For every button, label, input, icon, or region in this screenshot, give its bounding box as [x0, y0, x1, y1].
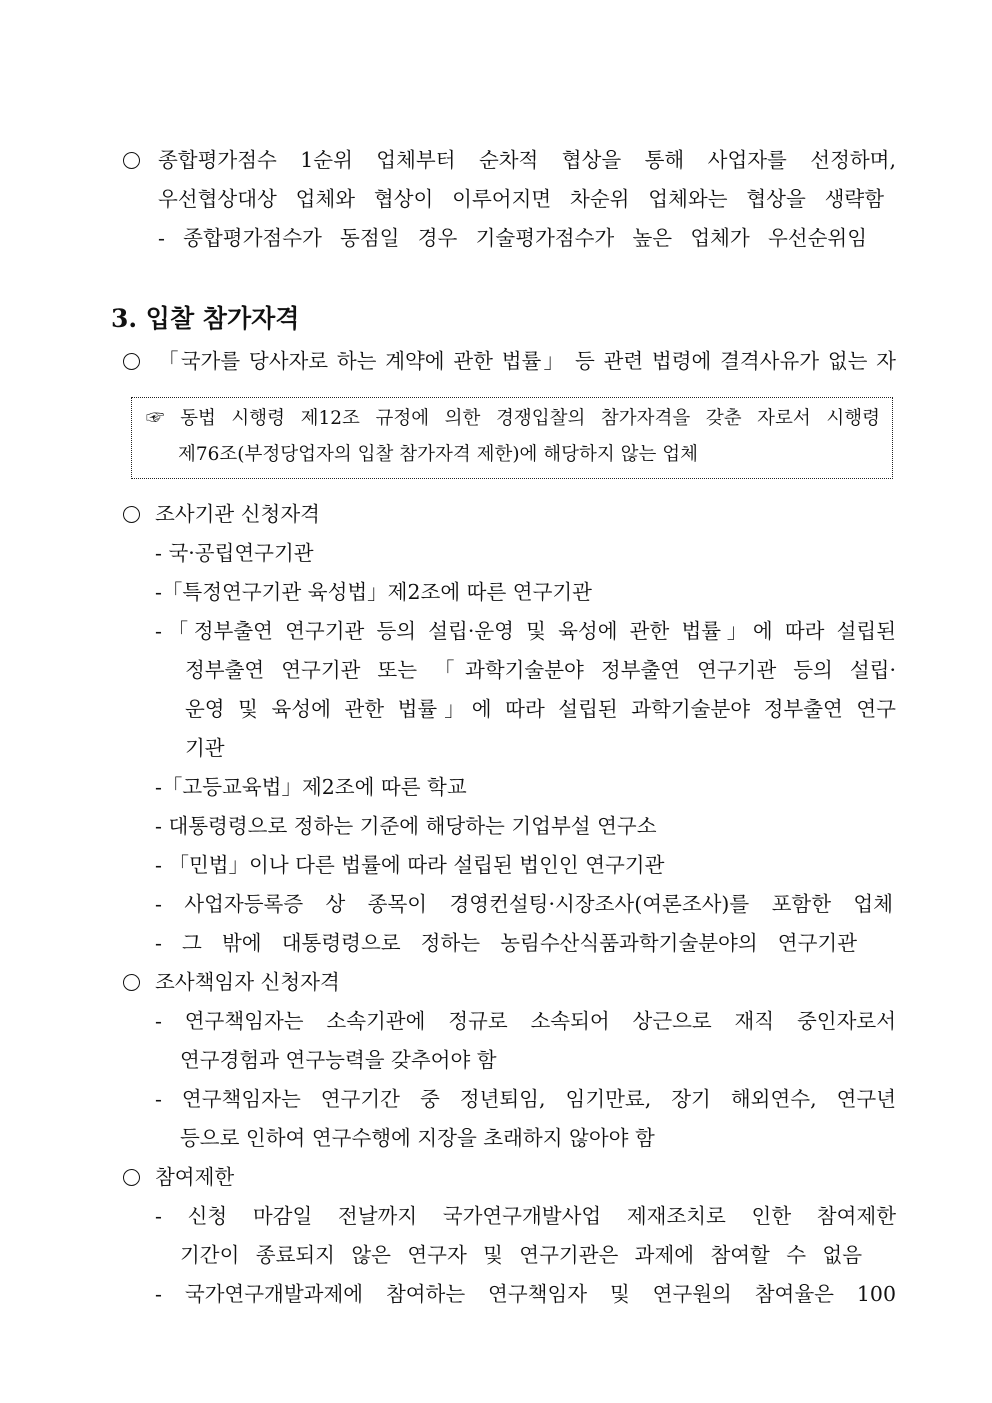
- org-item-3: -「정부출연 연구기관 등의 설립·운영 및 육성에 관한 법률」에 따라 설립된: [155, 619, 896, 643]
- evaluation-sub: - 종합평가점수가 동점일 경우 기술평가점수가 높은 업체가 우선순위임: [158, 226, 867, 250]
- org-item-3-cont-3: 기관: [185, 736, 225, 760]
- org-item-7: - 사업자등록증 상 종목이 경영컨설팅·시장조사(여론조사)를 포함한 업체: [155, 892, 893, 916]
- circle-bullet-icon: [123, 1169, 140, 1186]
- restriction-item-1: - 신청 마감일 전날까지 국가연구개발사업 제재조치로 인한 참여제한: [155, 1204, 896, 1228]
- note-box: [131, 397, 893, 479]
- org-item-6: - 「민법」이나 다른 법률에 따라 설립된 법인인 연구기관: [155, 853, 665, 877]
- pi-item-2-cont: 등으로 인하여 연구수행에 지장을 초래하지 않아야 함: [180, 1126, 655, 1150]
- circle-bullet-icon: [123, 506, 140, 523]
- org-item-2: -「특정연구기관 육성법」제2조에 따른 연구기관: [155, 580, 592, 604]
- circle-bullet-icon: [123, 974, 140, 991]
- qualification-text: 「국가를 당사자로 하는 계약에 관한 법률」 등 관련 법령에 결격사유가 없는 자: [158, 349, 896, 373]
- org-item-1: - 국·공립연구기관: [155, 541, 314, 565]
- org-item-8: - 그 밖에 대통령령으로 정하는 농림수산식품과학기술분야의 연구기관: [155, 931, 857, 955]
- pi-item-1-cont: 연구경험과 연구능력을 갖추어야 함: [180, 1048, 497, 1072]
- org-title: 조사기관 신청자격: [155, 502, 320, 526]
- org-item-3-cont-1: 정부출연 연구기관 또는 「과학기술분야 정부출연 연구기관 등의 설립·: [185, 658, 896, 682]
- pi-item-1: - 연구책임자는 소속기관에 정규로 소속되어 상근으로 재직 중인자로서: [155, 1009, 896, 1033]
- restriction-title: 참여제한: [155, 1165, 235, 1189]
- note-line-2: 제76조(부정당업자의 입찰 참가자격 제한)에 해당하지 않는 업체: [178, 444, 699, 465]
- section-heading: 3. 입찰 참가자격: [111, 304, 300, 333]
- note-line-1: ☞ 동법 시행령 제12조 규정에 의한 경쟁입찰의 참가자격을 갖춘 자로서 시행령: [146, 408, 880, 429]
- circle-bullet-icon: [123, 152, 140, 169]
- org-item-3-cont-2: 운영 및 육성에 관한 법률」에 따라 설립된 과학기술분야 정부출연 연구: [185, 697, 896, 721]
- pi-item-2: - 연구책임자는 연구기간 중 정년퇴임, 임기만료, 장기 해외연수, 연구년: [155, 1087, 896, 1111]
- evaluation-line-2: 우선협상대상 업체와 협상이 이루어지면 차순위 업체와는 협상을 생략함: [158, 187, 884, 211]
- org-item-4: -「고등교육법」제2조에 따른 학교: [155, 775, 467, 799]
- pi-title: 조사책임자 신청자격: [155, 970, 340, 994]
- org-item-5: - 대통령령으로 정하는 기준에 해당하는 기업부설 연구소: [155, 814, 657, 838]
- circle-bullet-icon: [123, 353, 140, 370]
- restriction-item-1-cont: 기간이 종료되지 않은 연구자 및 연구기관은 과제에 참여할 수 없음: [180, 1243, 862, 1267]
- restriction-item-2: - 국가연구개발과제에 참여하는 연구책임자 및 연구원의 참여율은 100: [155, 1282, 896, 1306]
- evaluation-line-1: 종합평가점수 1순위 업체부터 순차적 협상을 통해 사업자를 선정하며,: [158, 148, 896, 172]
